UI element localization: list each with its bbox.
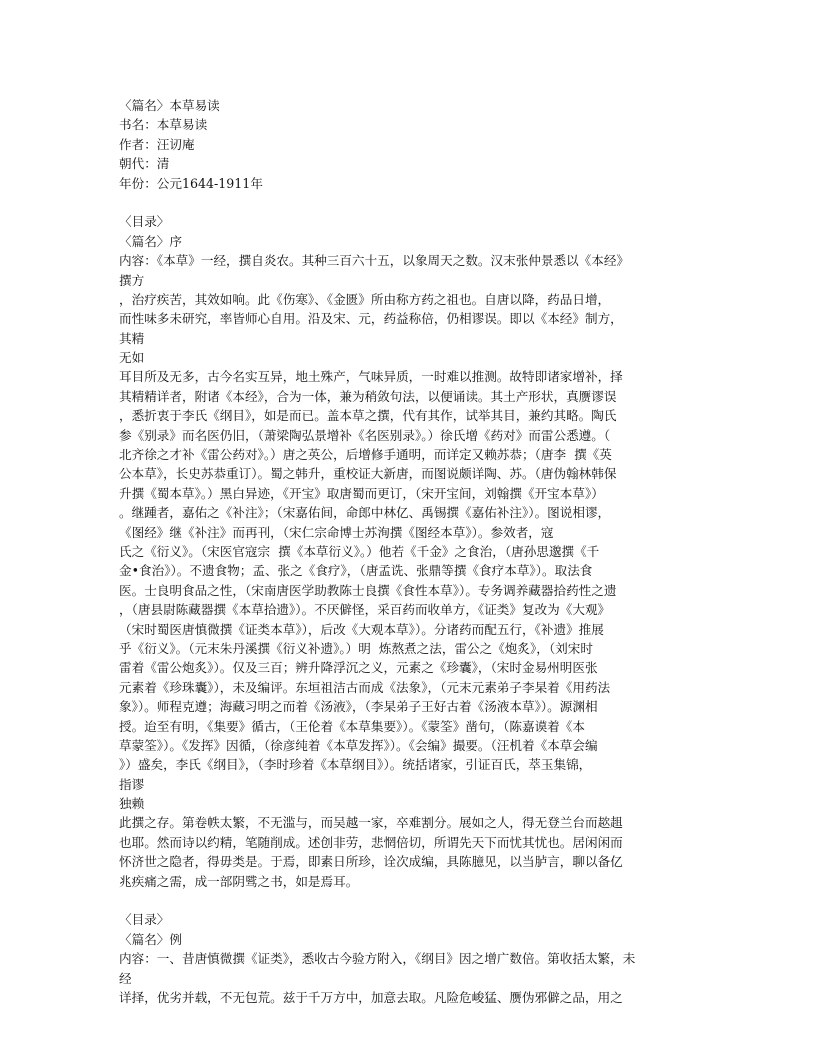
text-line: 撰方 [119,272,145,288]
text-line: 授。迨至有明，《集要》循古，（王伦着《本草集要》）。《蒙筌》凿句，（陈嘉谟着《本 [119,718,585,734]
text-line: 《图经》继《补注》而再刊，（宋仁宗命博士苏洵撰《图经本草》）。参效者，寇 [119,524,554,540]
text-line: 》）盛矣，李氏《纲目》，（李时珍着《本草纲目》）。统括诸家，引证百氏，萃玉集锦， [119,757,592,773]
text-line: 无如 [119,350,145,366]
text-line: ，悉折衷于李氏《纲目》，如是而已。盖本草之撰，代有其作，试举其目，兼约其略。陶氏 [119,408,617,424]
text-line: 北齐徐之才补《雷公药对》。）唐之英公，后增修手通明，而详定又赖苏恭；（唐李 撰《英 [119,447,612,463]
text-line: 雷着《雷公炮炙》）。仅及三百；辨升降浮沉之义，元素之《珍囊》，（宋时金易州明医张 [119,660,598,676]
text-line: 怀济世之隐者，得毋类是。于焉，即素日所珍，诠次成编，具陈臆见，以当胪言，聊以备亿 [119,854,623,870]
text-line: 草蒙筌》）。《发挥》因循，（徐彦纯着《本草发挥》）。《会编》撮要。（汪机着《本草会编 [119,737,598,753]
text-line: 内容：《本草》一经，撰自炎农。其种三百六十五，以象周天之数。汉末张仲景悉以《本经》 [119,253,630,269]
text-line: 乎《衍义》。（元末朱丹溪撰《衍义补遗》。）明 炼熬煮之法，雷公之《炮炙》，（刘宋时 [119,640,593,656]
text-line: 其精 [119,330,145,346]
dynasty-line: 朝代：清 [119,156,170,172]
text-line: 氏之《衍义》。（宋医官寇宗 撰《本草衍义》。）他若《千金》之食治，（唐孙思邈撰《千 [119,543,600,559]
spacer [119,891,699,910]
text-line: 元素着《珍珠囊》），未及编评。东垣祖洁古而成《法象》，（元末元素弟子李杲着《用药法 [119,679,611,695]
preface-body [119,251,699,891]
example-body [119,949,699,1007]
text-line: 金•食治》）。不遗食物；孟、张之《食疗》，（唐孟诜、张鼎等撰《食疗本草》）。取法食 [119,563,593,579]
text-line: （宋时蜀医唐慎微撰《证类本草》），后改《大观本草》）。分诸药而配五行，《补遗》推展 [119,621,604,637]
text-line: 其精精详者，附诸《本经》，合为一体，兼为稍敛句法，以便诵读。其土产形状，真赝谬误 [119,388,617,404]
text-line: 象》）。师程克遵；海藏习明之而着《汤液》，（李杲弟子王好古着《汤液本草》）。源渊相 [119,699,598,715]
text-line: 此撰之存。第卷帙太繁，不无滥与，而吴越一家，卒难割分。展如之人，得无登兰台而趑趄 [119,815,623,831]
document-page [119,96,699,1007]
text-line: 独赖 [119,796,145,812]
chapter-tag: 〈篇名〉本草易读 [119,98,220,113]
text-line: 也耶。然而诗以约精，笔随削成。述创非劳，悲惘倍切，所谓先天下而忧其忧也。居闲闲而 [119,834,623,850]
author-line: 作者：汪讱庵 [119,136,195,152]
spacer [119,193,699,212]
text-line: 参《别录》而名医仍旧，（萧梁陶弘景增补《名医别录》。）徐氏增《药对》而雷公悉遵。（ [119,427,611,443]
text-line: 指谬 [119,776,145,792]
text-line: 而性味多未研究，率皆师心自用。沿及宋、元，药益称倍，仍相谬误。即以《本经》制方， [119,311,623,327]
book-title-line: 书名：本草易读 [119,117,208,133]
text-line: 医。士良明食品之性，（宋南唐医学助教陈士良撰《食性本草》）。专务调养藏器拾药性之遗 [119,582,617,598]
text-line: 内容：一、昔唐慎微撰《证类》，悉收古今验方附入，《纲目》因之增广数倍。第收括太繁，未 [119,951,636,967]
text-line: 经 [119,970,132,986]
toc-tag: 〈目录〉 [119,912,170,928]
toc-tag: 〈目录〉 [119,214,170,230]
years-line: 年份：公元1644-1911年 [119,175,263,191]
text-line: ，治疗疾苦，其效如响。此《伤寒》、《金匮》所由称方药之祖也。自唐以降，药品日增， [119,291,611,307]
chapter-tag: 〈篇名〉序 [119,233,182,249]
text-line: 耳目所及无多，古今名实互异，地土殊产，气味异质，一时难以推测。故特即诸家增补，择 [119,369,623,385]
text-line: 公本草》，长史苏恭重订）。蜀之韩升，重校证大新唐，而图说颇详陶、苏。（唐伪翰林韩保 [119,466,617,482]
chapter-tag: 〈篇名〉例 [119,931,182,947]
text-line: 兆疾痛之需，成一部阴骘之书，如是焉耳。 [119,873,359,889]
text-line: 详择，优劣并载，不无包荒。兹于千万方中，加意去取。凡险危峻猛、赝伪邪僻之品，用之 [119,989,623,1005]
text-line: 升撰《蜀本草》。）黑白异迹，《开宝》取唐蜀而更订，（宋开宝间，刘翰撰《开宝本草》） [119,485,604,501]
text-line: ，（唐县尉陈藏器撰《本草拾遗》）。不厌僻怪，采百药而收单方，《证类》复改为《大观》 [119,602,611,618]
text-line: 。继踵者，嘉佑之《补注》；（宋嘉佑间，命郎中林亿、禹锡撰《嘉佑补注》）。图说相谬， [119,505,611,521]
